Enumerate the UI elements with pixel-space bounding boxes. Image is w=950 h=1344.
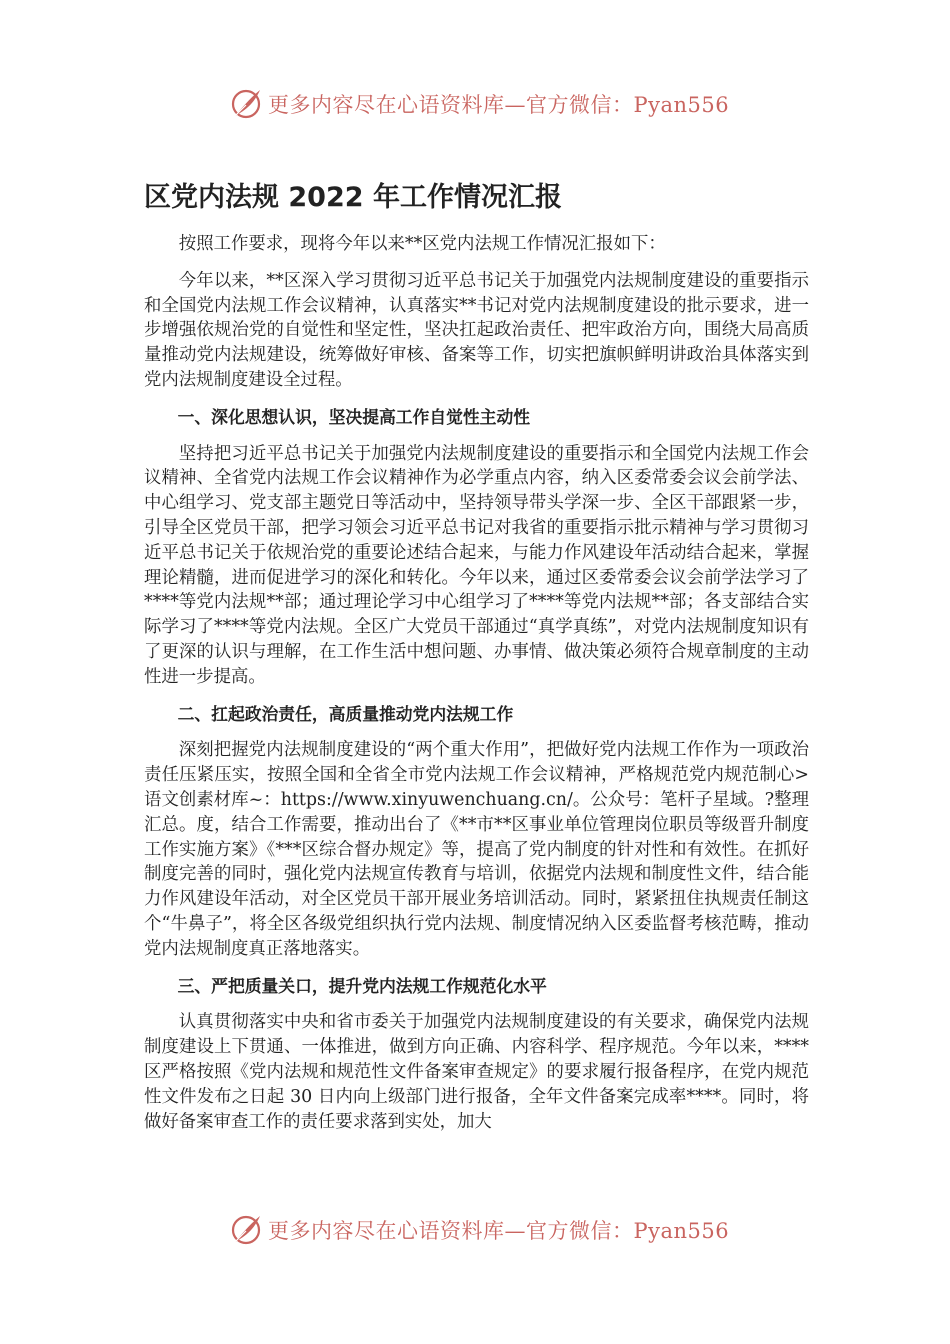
quill-logo-icon [228, 86, 264, 122]
section-paragraph: 深刻把握党内法规制度建设的“两个重大作用”，把做好党内法规工作作为一项政治责任压紧压实，按照全国和全省全市党内法规工作会议精神，严格规范党内规范制心>语文创素材库~：https://www.xinyuwenchuang.cn/。公众号：笔杆子星域。?整理汇总。度，结合工作需要，推动出台了《**市**区事业单位管理岗位职员等级晋升制度工作实施方案》《***区综合督办规定》等，提高了党内制度的针对性和有效性。在抓好制度完善的同时，强化党内法规宣传教育与培训，依据党内法规和制度性文件，结合能力作风建设年活动，对全区党员干部开展业务培训活动。同时，紧紧扭住执规责任制这个“牛鼻子”，将全区各级党组织执行党内法规、制度情况纳入区委监督考核范畴，推动党内法规制度真正落地落实。 [144, 740, 809, 959]
section-paragraph: 认真贯彻落实中央和省市委关于加强党内法规制度建设的有关要求，确保党内法规制度建设上下贯通、一体推进，做到方向正确、内容科学、程序规范。今年以来，****区严格按照《党内法规和规范性文件备案审查规定》的要求履行报备程序，在党内规范性文件发布之日起 30 日内向上级部门进行报备，全年文件备案完成率****。同时，将做好备案审查工作的责任要求落到实处，加大 [144, 1012, 809, 1132]
overview-paragraph: 今年以来，**区深入学习贯彻习近平总书记关于加强党内法规制度建设的重要指示和全国党内法规工作会议精神，认真落实**书记对党内法规制度建设的批示要求，进一步增强依规治党的自觉性和坚定性，坚决扛起政治责任、把牢政治方向，围绕大局高质量推动党内法规建设，统筹做好审核、备案等工作，切实把旗帜鲜明讲政治具体落实到党内法规制度建设全过程。 [144, 270, 809, 390]
footer-banner [228, 1210, 748, 1250]
document-title: 区党内法规 2022 年工作情况汇报 [144, 182, 562, 213]
section-heading: 三、严把质量关口，提升党内法规工作规范化水平 [177, 975, 547, 996]
header-banner [228, 84, 748, 124]
header-banner-text: 更多内容尽在心语资料库—官方微信：Pyan556 [268, 93, 730, 117]
section-paragraph: 坚持把习近平总书记关于加强党内法规制度建设的重要指示和全国党内法规工作会议精神、全省党内法规工作会议精神作为必学重点内容，纳入区委常委会议会前学法、中心组学习、党支部主题党日等活动中，坚持领导带头学深一步、全区干部跟紧一步，引导全区党员干部，把学习领会习近平总书记对我省的重要指示批示精神与学习贯彻习近平总书记关于依规治党的重要论述结合起来，与能力作风建设年活动结合起来，掌握理论精髓，进而促进学习的深化和转化。今年以来，通过区委常委会议会前学法学习了****等党内法规**部；通过理论学习中心组学习了****等党内法规**部；各支部结合实际学习了****等党内法规。全区广大党员干部通过“真学真练”，对党内法规制度知识有了更深的认识与理解，在工作生活中想问题、办事情、做决策必须符合规章制度的主动性进一步提高。 [144, 443, 809, 687]
section-heading: 二、扛起政治责任，高质量推动党内法规工作 [177, 703, 514, 724]
intro-paragraph: 按照工作要求，现将今年以来**区党内法规工作情况汇报如下： [178, 234, 666, 254]
quill-logo-icon [228, 1212, 264, 1248]
footer-banner-text: 更多内容尽在心语资料库—官方微信：Pyan556 [268, 1219, 730, 1243]
document-body [144, 232, 809, 1146]
section-heading: 一、深化思想认识，坚决提高工作自觉性主动性 [177, 406, 531, 427]
